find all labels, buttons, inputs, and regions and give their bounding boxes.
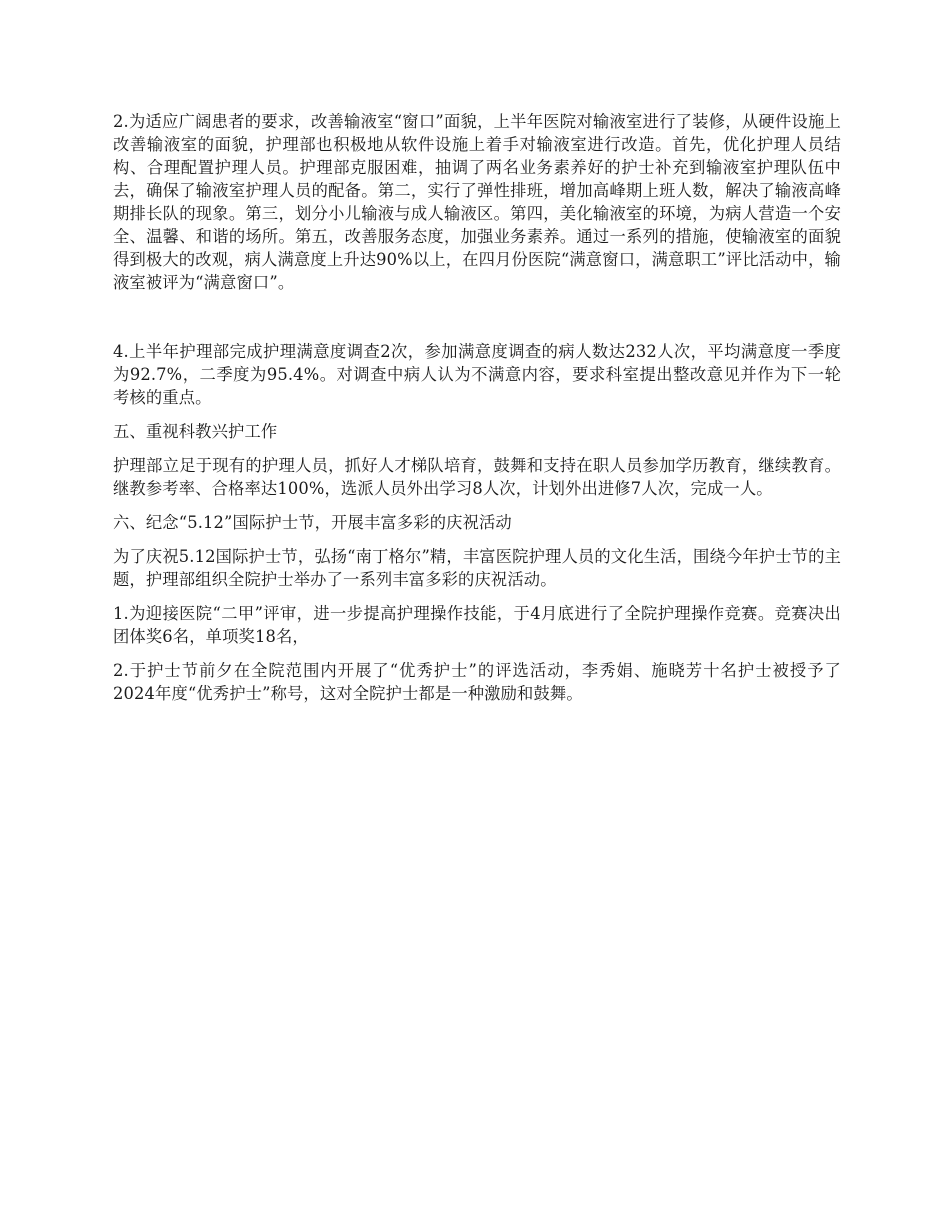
section-heading-nurses-day: 六、纪念“5.12”国际护士节，开展丰富多彩的庆祝活动 [113,513,512,532]
paragraph-excellent-nurse: 2.于护士节前夕在全院范围内开展了“优秀护士”的评选活动，李秀娟、施晓芳十名护士被授予了2024年度“优秀护士”称号，这对全院护士都是一种激励和鼓舞。 [113,661,841,703]
document-page [113,110,841,705]
paragraph-skills-competition: 1.为迎接医院“二甲”评审，进一步提高护理操作技能，于4月底进行了全院护理操作竞赛。竞赛决出团体奖6名，单项奖18名， [113,604,841,646]
section-heading-education: 五、重视科教兴护工作 [113,422,278,441]
paragraph-nurses-day: 为了庆祝5.12国际护士节，弘扬“南丁格尔”精，丰富医院护理人员的文化生活，围绕今年护士节的主题，护理部组织全院护士举办了一系列丰富多彩的庆祝活动。 [113,547,841,589]
paragraph-satisfaction-survey: 4.上半年护理部完成护理满意度调查2次，参加满意度调查的病人数达232人次，平均满意度一季度为92.7%，二季度为95.4%。对调查中病人认为不满意内容，要求科室提出整改意见并作为下一轮考核的重点。 [113,342,841,407]
paragraph-infusion-room: 2.为适应广阔患者的要求，改善输液室“窗口”面貌，上半年医院对输液室进行了装修，从硬件设施上改善输液室的面貌，护理部也积极地从软件设施上着手对输液室进行改造。首先，优化护理人员结构、合理配置护理人员。护理部克服困难，抽调了两名业务素养好的护士补充到输液室护理队伍中去，确保了输液室护理人员的配备。第二，实行了弹性排班，增加高峰期上班人数，解决了输液高峰期排长队的现象。第三，划分小儿输液与成人输液区。第四，美化输液室的环境，为病人营造一个安全、温馨、和谐的场所。第五，改善服务态度，加强业务素养。通过一系列的措施，使输液室的面貌得到极大的改观，病人满意度上升达90%以上，在四月份医院“满意窗口，满意职工”评比活动中，输液室被评为“满意窗口”。 [113,112,841,292]
paragraph-education: 护理部立足于现有的护理人员，抓好人才梯队培育，鼓舞和支持在职人员参加学历教育，继续教育。继教参考率、合格率达100%，选派人员外出学习8人次，计划外出进修7人次，完成一人。 [113,456,841,498]
